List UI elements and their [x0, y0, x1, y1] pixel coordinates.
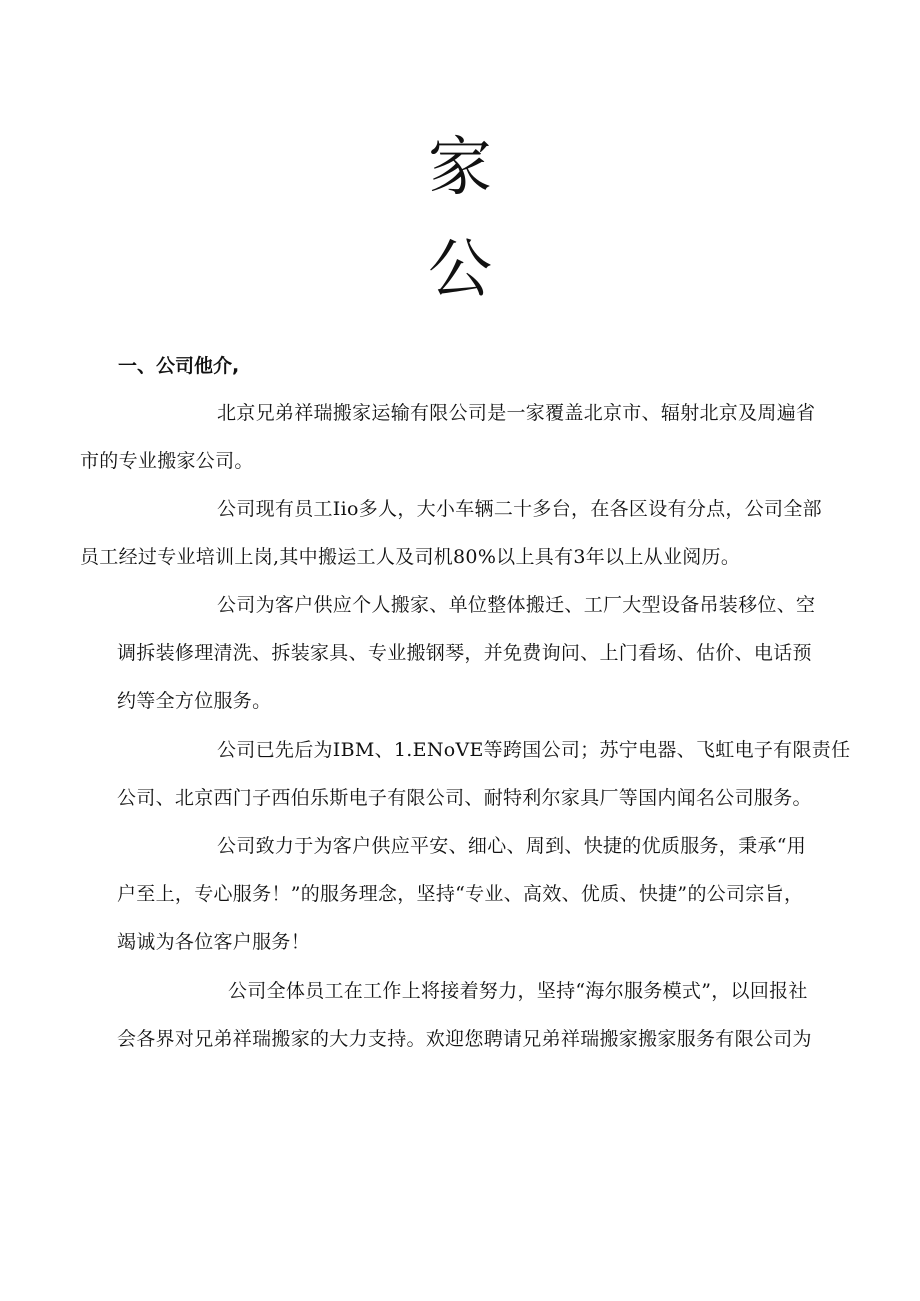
paragraph-2-line-1: 公司现有员工Iio多人，大小车辆二十多台，在各区设有分点，公司全部 [217, 498, 822, 520]
paragraph-3-line-1: 公司为客户供应个人搬家、单位整体搬迁、工厂大型设备吊装移位、空 [217, 594, 816, 616]
paragraph-2-line-2: 员工经过专业培训上岗,其中搬运工人及司机80%以上具有3年以上从业阅历。 [80, 546, 741, 568]
paragraph-3-line-3: 约等全方位服务。 [117, 690, 272, 712]
paragraph-1-line-1: 北京兄弟祥瑞搬家运输有限公司是一家覆盖北京市、辐射北京及周遍省 [217, 402, 816, 424]
title-char-1: 家 [428, 131, 492, 205]
paragraph-5-line-1: 公司致力于为客户供应平安、细心、周到、快捷的优质服务，秉承“用 [217, 835, 807, 857]
paragraph-4-line-1: 公司已先后为IBM、1.ENoVE等跨国公司；苏宁电器、飞虹电子有限责任 [217, 739, 851, 761]
paragraph-5-line-2: 户至上，专心服务！”的服务理念，坚持“专业、高效、优质、快捷”的公司宗旨， [117, 883, 804, 905]
paragraph-6-line-2: 会各界对兄弟祥瑞搬家的大力支持。欢迎您聘请兄弟祥瑞搬家搬家服务有限公司为 [117, 1028, 812, 1050]
paragraph-4-line-2: 公司、北京西门子西伯乐斯电子有限公司、耐特利尔家具厂等国内闻名公司服务。 [117, 787, 812, 809]
paragraph-6-line-1: 公司全体员工在工作上将接着努力，坚持“海尔服务模式”，以回报社 [228, 980, 808, 1002]
title-char-2: 公 [428, 233, 492, 307]
section-heading: 一、公司他介, [118, 355, 240, 377]
paragraph-1-line-2: 市的专业搬家公司。 [80, 450, 254, 472]
paragraph-5-line-3: 竭诚为各位客户服务！ [117, 931, 311, 953]
paragraph-3-line-2: 调拆装修理清洗、拆装家具、专业搬钢琴，并免费询问、上门看场、估价、电话预 [117, 642, 812, 664]
